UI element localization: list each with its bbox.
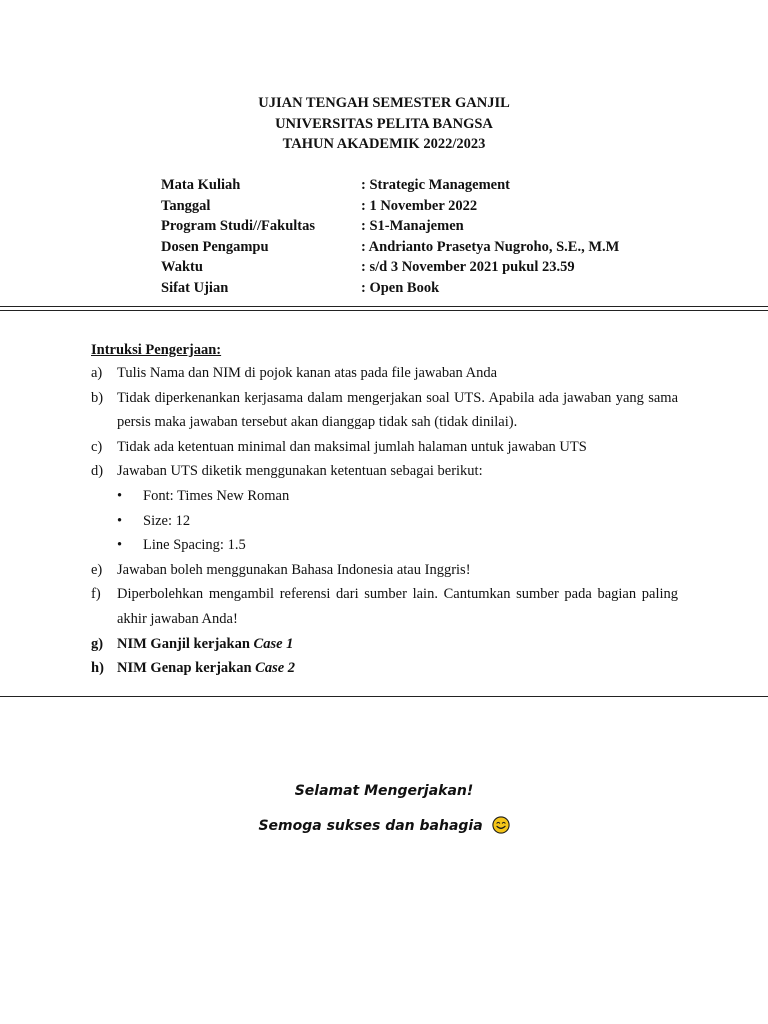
instructions-title: Intruksi Pengerjaan: (91, 342, 222, 358)
meta-value: : Open Book (361, 279, 440, 296)
meta-label: Mata Kuliah (161, 177, 241, 193)
closing-line-2 (0, 816, 768, 834)
divider-bottom (0, 696, 768, 697)
case-label: Case 1 (253, 635, 294, 652)
item-text: Diperbolehkan mengambil referensi dari sumber lain. Cantumkan sumber pada bagian paling akhir jawaban Anda! (117, 586, 678, 627)
bullet-marker: • (117, 512, 123, 529)
item-text (117, 632, 678, 657)
meta-row-time (161, 257, 619, 278)
meta-row-lecturer (161, 237, 619, 258)
list-item (91, 582, 678, 631)
meta-label: Program Studi//Fakultas (161, 218, 316, 235)
list-item (91, 386, 678, 435)
meta-value: : Strategic Management (361, 177, 510, 193)
meta-value: : 1 November 2022 (361, 197, 478, 214)
header-line-1: UJIAN TENGAH SEMESTER GANJIL (258, 95, 510, 111)
list-item (91, 435, 678, 460)
smiling-face-icon (492, 816, 510, 834)
item-text: Jawaban UTS diketik menggunakan ketentuan sebagai berikut: (117, 463, 483, 480)
meta-row-program (161, 216, 619, 237)
list-item (91, 361, 678, 386)
exam-meta-table (161, 175, 619, 299)
item-marker: c) (91, 438, 103, 455)
item-text: Tulis Nama dan NIM di pojok kanan atas pada file jawaban Anda (117, 365, 498, 381)
meta-row-exam-type (161, 278, 619, 299)
divider-top-2 (0, 310, 768, 311)
exam-header (0, 93, 768, 155)
meta-label: Waktu (161, 259, 203, 276)
item-marker: e) (91, 561, 103, 578)
list-item (91, 656, 678, 681)
closing-line-1: Selamat Mengerjakan! (294, 783, 474, 799)
bullet-item (91, 533, 678, 558)
item-marker: g) (91, 635, 104, 652)
item-text (117, 656, 678, 681)
list-item (91, 632, 678, 657)
bullet-text: Font: Times New Roman (143, 487, 290, 504)
case-label: Case 2 (255, 660, 296, 677)
item-marker: a) (91, 365, 103, 381)
item-text: Jawaban boleh menggunakan Bahasa Indonesia atau Inggris! (117, 561, 471, 578)
item-text-main: NIM Genap kerjakan (117, 660, 256, 677)
meta-label: Dosen Pengampu (161, 238, 269, 255)
bullet-item (91, 484, 678, 509)
meta-value: : S1-Manajemen (361, 218, 464, 235)
meta-label: Tanggal (161, 197, 211, 214)
list-item (91, 459, 678, 484)
meta-label: Sifat Ujian (161, 279, 229, 296)
closing-text: Semoga sukses dan bahagia (258, 818, 483, 834)
item-text: Tidak diperkenankan kerjasama dalam mengerjakan soal UTS. Apabila ada jawaban yang sama persis maka jawaban tersebut akan dianggap tidak sah (tidak dinilai). (117, 389, 678, 431)
list-item (91, 558, 678, 583)
item-marker: b) (91, 389, 104, 406)
bullet-item (91, 509, 678, 534)
header-line-3: TAHUN AKADEMIK 2022/2023 (282, 136, 486, 152)
meta-value: : s/d 3 November 2021 pukul 23.59 (361, 259, 575, 276)
meta-value: : Andrianto Prasetya Nugroho, S.E., M.M (361, 238, 620, 255)
bullet-marker: • (117, 487, 123, 504)
meta-row-date (161, 196, 619, 217)
bullet-text: Line Spacing: 1.5 (143, 537, 246, 554)
item-marker: h) (91, 660, 104, 677)
instructions-list (91, 361, 678, 681)
item-marker: d) (91, 463, 104, 480)
item-marker: f) (91, 586, 101, 603)
item-text-main: NIM Ganjil kerjakan (117, 635, 254, 652)
meta-row-course (161, 175, 619, 196)
bullet-marker: • (117, 537, 123, 554)
item-text: Tidak ada ketentuan minimal dan maksimal jumlah halaman untuk jawaban UTS (117, 438, 587, 455)
bullet-text: Size: 12 (143, 512, 191, 529)
header-line-2: UNIVERSITAS PELITA BANGSA (275, 115, 493, 132)
divider-top-1 (0, 306, 768, 307)
